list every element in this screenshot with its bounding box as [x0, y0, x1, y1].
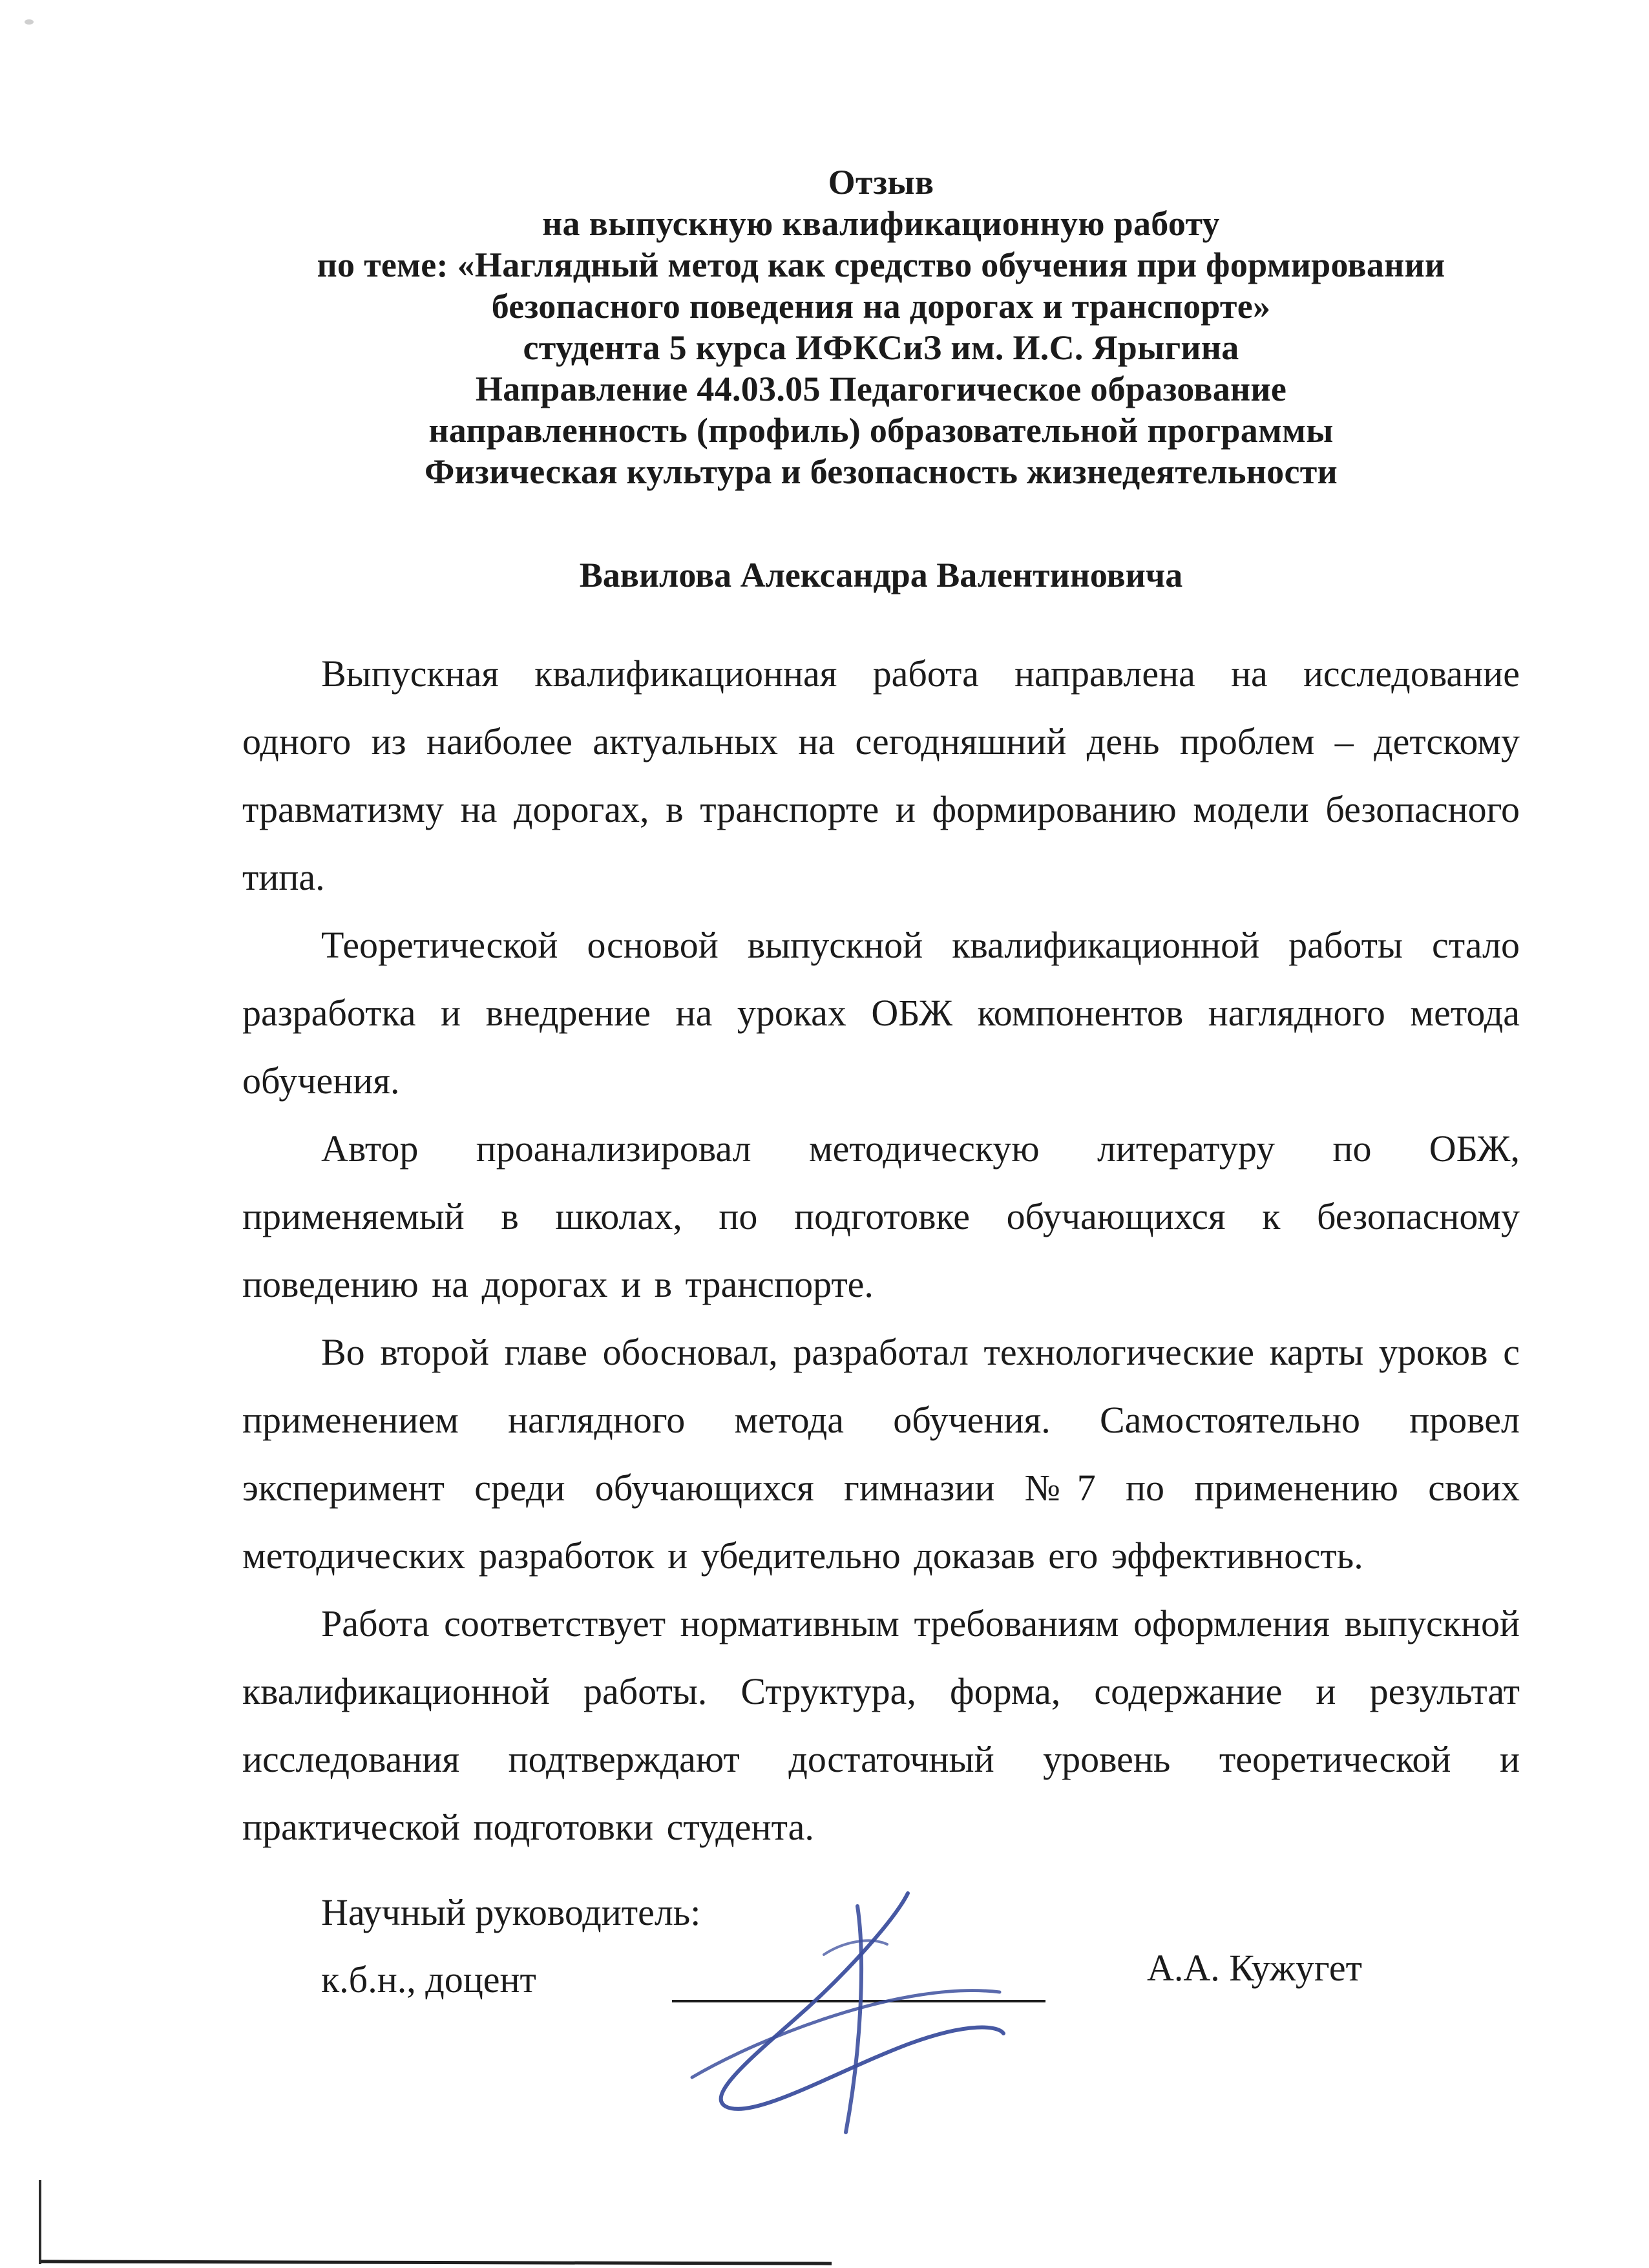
scan-artifact-bottom-edge [40, 2260, 832, 2265]
paragraph-3: Автор проанализировал методическую литературу по ОБЖ, применяемый в школах, по подготовке обучающихся к безопасному поведению на дорогах и в транспорте. [242, 1128, 1520, 1305]
paragraph-1: Выпускная квалификационная работа направлена на исследование одного из наиболее актуальных на сегодняшний день проблем – детскому травматизму на дорогах, в транспорте и формированию модели безопасного типа. [242, 653, 1520, 898]
supervisor-role-label: Научный руководитель: [321, 1891, 701, 1933]
signature-line [672, 1973, 1045, 2002]
supervisor-name: А.А. Кужугет [1147, 1947, 1363, 1989]
title-line-7: направленность (профиль) образовательной программы [428, 411, 1334, 450]
paragraph-2: Теоретической основой выпускной квалификационной работы стало разработка и внедрение на уроках ОБЖ компонентов наглядного метода обучения. [242, 924, 1520, 1102]
scan-artifact-speck [25, 19, 34, 25]
title-line-5: студента 5 курса ИФКСиЗ им. И.С. Ярыгина [523, 328, 1239, 367]
scan-artifact-left-edge [39, 2180, 41, 2264]
title-line-1: Отзыв [828, 163, 934, 202]
paragraph-4: Во второй главе обосновал, разработал технологические карты уроков с применением наглядного метода обучения. Самостоятельно провел эксперимент среди обучающихся гимназии №7 по применению своих методических разработок и убедительно доказав его эффективность. [242, 1331, 1520, 1577]
title-line-2: на выпускную квалификационную работу [542, 204, 1220, 243]
document-title-block [242, 162, 1520, 492]
signature-block [242, 1890, 1520, 2252]
title-line-3: по теме: «Наглядный метод как средство обучения при формировании [317, 246, 1445, 284]
title-line-8: Физическая культура и безопасность жизнедеятельности [424, 452, 1338, 491]
title-line-6: Направление 44.03.05 Педагогическое образование [475, 370, 1287, 408]
student-name: Вавилова Александра Валентиновича [579, 556, 1183, 594]
title-line-4: безопасного поведения на дорогах и транспорте» [491, 287, 1271, 326]
paragraph-5: Работа соответствует нормативным требованиям оформления выпускной квалификационной работы. Структура, форма, содержание и результат исследования подтверждают достаточный уровень теоретической и практической подготовки студента. [242, 1602, 1520, 1848]
review-body [242, 640, 1520, 1861]
supervisor-degree-label: к.б.н., доцент [321, 1958, 536, 2000]
